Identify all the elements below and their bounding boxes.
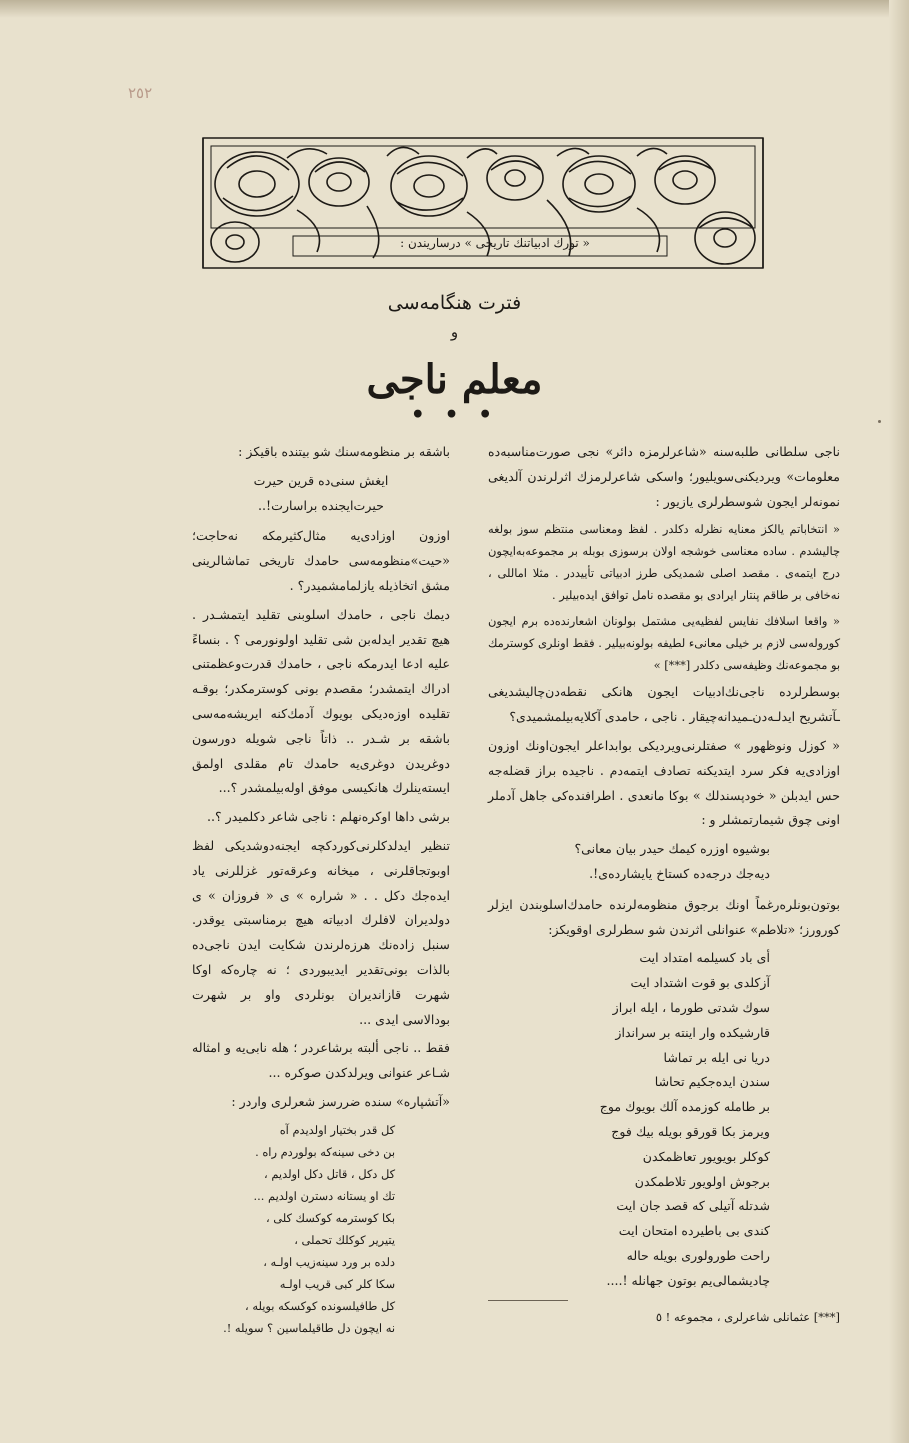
title-separator-dots: • • • [410,402,499,428]
poem-line: نه ايچون دل طاقيلماسين ؟ سويله !. [223,1320,395,1335]
poem-line: بر طامله كوزمده آلك بويوك موج [599,1099,770,1115]
article-title-line1: فترت هنگامه‌سى [387,292,522,314]
poem-line: آزكلدى بو قوت اشتداد ايت [630,975,770,991]
page-number: ٢٥٢ [128,84,153,102]
paragraph: ناجى سلطانى طلبه‌سنه «شاعرلرمزه دائر» نجى صورت‌مناسبه‌ده معلومات» وير‌ديكنى‌سويليور؛ وا‌سكى شاعر‌لرمزك اثر‌لرندن آلديغى نمونه‌لر ايجون شو‌سطرلرى يازيور : [488,444,840,509]
article-title-main: معلم ناجى [366,356,543,403]
paragraph: «آتشپاره» سنده ضررسز شعرلرى واردر : [231,1093,450,1109]
right-text-column [488,440,840,1333]
paragraph: برشى داها اوكره‌نهلم : ناجى شاعر دكلميدر ؟.. [206,809,450,825]
verse-line: حيرت‌ايجنده براسارت!.. [258,497,384,513]
poem-line: سوك شدتى طورما ، ايله ابراز [612,999,770,1015]
floral-banner-ornament [197,128,769,278]
poem-line: كندى بى باطيرده امتحان ايت [618,1223,770,1239]
poem-line: دريا نى ايله بر تماشا [663,1049,770,1065]
paragraph: اوزون اوزادى‌يه مثال‌كثيرمكه نه‌حاجت؛ «حيت»منظومه‌سى حامدك تاريخى تماشالرينى مشق اتخاذيله يازلمامشميدر؟ . [192,528,450,593]
poem-line: برجوش اولويور تلاطمكدن [634,1173,770,1189]
right-edge-shadow [889,0,909,1443]
poem-line: دلده بر ورد سينه‌زيب اولـه ، [263,1254,395,1269]
poem-line: بن دخى سينه‌كه بولوردم راه . [255,1144,395,1159]
paragraph: تنظير ايدلدكلرنى‌كوردكچه ايجنه‌دوشديكى لفظ اوبوتجاقلرنى ، ميخانه وعرقه‌تور غزللرنى ياد ايده‌جك دكل . . « شراره » ى « فروزان » ى دولديران لافلرك ادبياته هيچ برمناسبتى يوقدر. سنبل زاده‌نك هرزه‌لرندن شكايت ايدن ناجى‌ده بالذات بونى‌تقدير ايديبوردى ؛ نه چاره‌كه اوكا شهرت قازانديران بونلردى وا‌و بر شهرت بودالاسى ايدى ... [192,837,450,1027]
paragraph: فقط .. ناجى ألبته برشاعردر ؛ هله نابى‌يه و امثاله شـاعر عنوانى ويرلدكدن صوكره ... [192,1040,450,1081]
footnote: [***] عثمانلى شاعرلرى ، مجموعه ! ٥ [655,1309,840,1324]
paragraph: ديمك ناجى ، حامدك اسلوبنى تقليد ايتمشـدر . هيچ تقدير ايدله‌بن شى تقليد اولونورمى ؟ . بنساءً عليه ادعا ايدرمكه ناجى ، حامدك قدرت‌وعظمتنى ادراك ايتمشدر؛ مقصدم بونى كوسترمكدر؛ بوقـه تقليده اوزه‌ديكى بويوك آدمك‌كنه ايريشه‌مه‌سى باشقه بر شـدر .. ذاتاً ناجى شويله دورسون دوغريدن دوغرى‌يه حامدك تام مقلدى اولمق ايسته‌ينلرك هانكيسى موفق اوله‌بيلمشدر ؟... [192,606,450,796]
verse-line: بوشيوه اوزره كيمك حيدر بيان معانى؟ [574,841,770,857]
poem-line: كل دكل ، قاتل دكل اولديم ، [264,1166,395,1181]
footnote-rule [488,1300,568,1301]
poem-line: كوكلر بويويور تعاظمكدن [642,1148,770,1164]
poem-line: كل طافيلسونده كوكسكه بويله ، [245,1298,395,1313]
poem-line: تك او يستانه دسترن اولديم ... [253,1188,395,1203]
paragraph: باشقه بر منظومه‌سنك شو بيتنده باقيكز : [238,444,450,459]
verse-couplet [488,837,840,887]
quoted-paragraph: « انتخاباتم يالكز معنايه نظرله دكلدر . لفظ ومعناسى منتظم سوز بولغه چاليشدم . ساده معناسى خوشجه اولان برسوزى بوبله بر مجموعه‌به‌ايچون درج ايتمه‌ى . مقصد اصلى شمديكى طرز ادبياتى تأييددر . مثلا اماللى ، نه‌خافى بر طاقم پنتار ايرادى بو مقصده نامل توافق ايده‌بيلير . [488,522,840,603]
article-title-conjunction: و [450,323,459,341]
left-text-column [192,440,450,1345]
poem-line: چاديشمالى‌يم بوتون جهانله !.... [606,1272,770,1288]
poem-line: سندن ايده‌جكيم تحاشا [654,1074,770,1090]
poem-line: ويرمز بكا قورقو بويله بيك فوج [611,1123,770,1139]
paragraph: بوتون‌بونلره‌رغماً اونك برجوق منظومه‌لرنده حامدك‌اسلوبندن ايزلر كورورز؛ «تلاطم» عنوانلى اثرندن شو سطرلرى اوقويكز: [488,896,840,937]
verse-line: ايغش سنى‌ده قرين حيرت [253,472,389,488]
poem-line: كل قدر بختيار اولديدم آه [279,1122,395,1137]
poem-line: سكا كلر كبى قريب اولـه [279,1276,395,1291]
poem-talatum [488,946,840,1293]
poem-line: بكا كوسترمه كوكسك كلى ، [265,1210,395,1225]
poem-line: راحت طورولورى بويله حاله [626,1247,770,1263]
top-edge-shadow [0,0,909,18]
poem-line: قارشيكده وار اينته بر سرانداز [615,1024,770,1040]
poem-line: يتيرير كوكلك تحملى ، [294,1232,395,1247]
verse-line: ديه‌جك درجه‌ده كستاخ يايشارده‌ى!. [589,865,770,881]
paragraph: بوسطرلرده ناجى‌نك‌ادبيات ايجون هانكى نقطه‌دن‌چاليشديغى ـآتشريح ايدلـه‌دن‌ـميدانه‌چيقار . ناجى ، حامدى آكلايه‌بيلمشميدى؟ [488,684,840,725]
poem-line: شدتله آتيلى كه قصد جان ايت [616,1198,770,1214]
verse-couplet [192,469,450,519]
banner-caption: « تورك ادبياتنك تاريخى » درساريندن : [400,236,590,250]
poem-line: أى باد كسيلمه امتداد ايت [639,950,770,966]
paragraph: « كوزل ونوظهور » صفتلرنى‌ويرديكى بوابداعلر ايجون‌اونك اوزون اوزادى‌يه فكر سرد ايتديكنه تصادف ايتمه‌دم . ناجيده براز قضله‌جه حس ايدبلن « خود‌پسندلك » بوكا مانعدى . اطرافنده‌كى جاهل آدملر اونى چوق شيمارتمشلر و : [488,737,840,828]
quoted-paragraph: « واقعا اسلافك نفايس لفظيه‌يى مشتمل بولونان اشعارنده‌ده برم ايجون كوروله‌سى لازم بر خيلى معانى‌ء لطيفه بولونه‌بيلير . فقط اونلرى كوسترمك بو مجموعه‌نك وظيفه‌سى دكلدر [***] » [488,614,840,673]
poem-atespare [192,1119,450,1339]
